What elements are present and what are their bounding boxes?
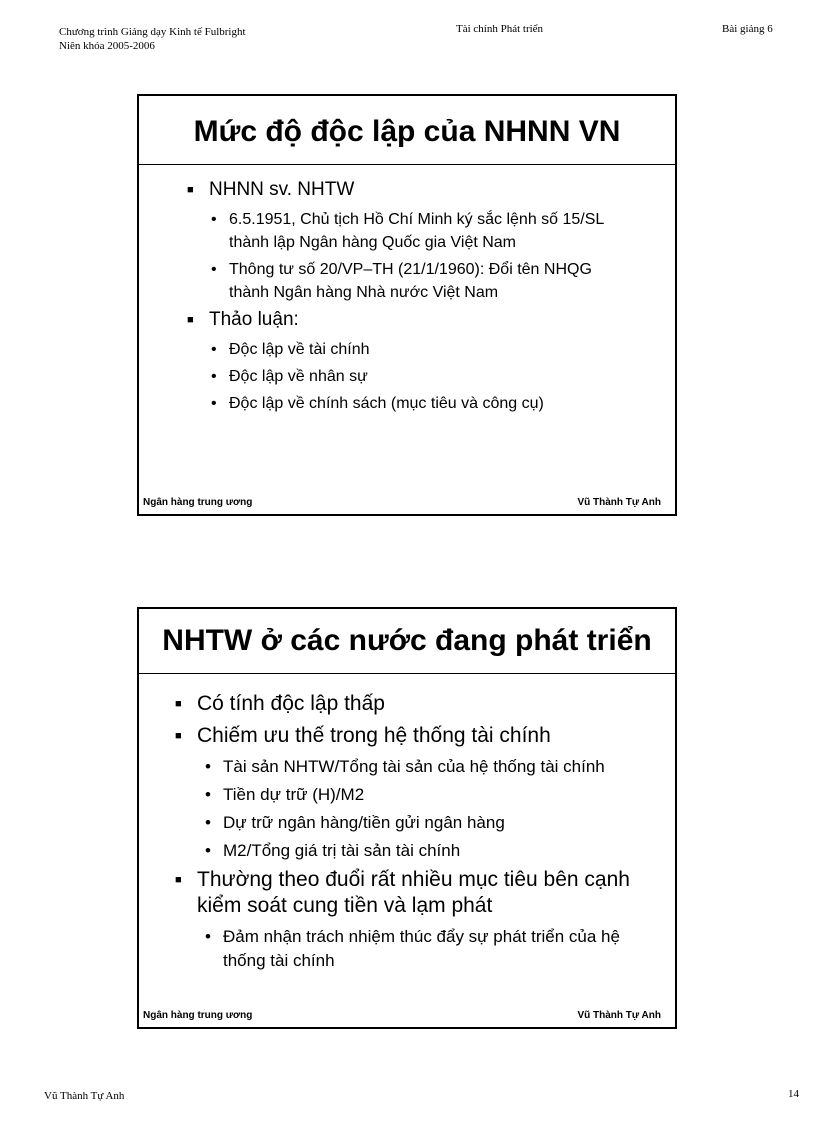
slide-1-subbullet: • Độc lập về chính sách (mục tiêu và công cụ) xyxy=(207,392,635,415)
slide-2 xyxy=(137,607,677,1029)
slide-2-bullet: ■ Thường theo đuổi rất nhiều mục tiêu bên cạnh kiểm soát cung tiền và lạm phát xyxy=(175,868,630,917)
header-lecture: Bài giảng 6 xyxy=(722,23,773,35)
dot-bullet-icon: • xyxy=(211,368,217,385)
header-program xyxy=(59,25,246,53)
slide-2-subbullet: • M2/Tổng giá trị tài sản tài chính xyxy=(197,839,635,863)
dot-bullet-icon: • xyxy=(211,211,217,228)
slide-1-subbullet: • 6.5.1951, Chủ tịch Hồ Chí Minh ký sắc lệnh số 15/SL thành lập Ngân hàng Quốc gia Việt Nam xyxy=(207,208,635,254)
slide-2-footer-author: Vũ Thành Tự Anh xyxy=(577,1010,661,1021)
dot-bullet-icon: • xyxy=(205,927,211,946)
square-bullet-icon: ■ xyxy=(175,698,182,710)
slide-2-subbullet: • Tiền dự trữ (H)/M2 xyxy=(197,783,635,807)
slide-2-title: NHTW ở các nước đang phát triển xyxy=(162,624,652,657)
header-program-name: Chương trình Giảng dạy Kinh tế Fulbright xyxy=(59,26,246,38)
footer-author: Vũ Thành Tự Anh xyxy=(44,1090,125,1102)
dot-bullet-icon: • xyxy=(211,261,217,278)
slide-2-title-rule xyxy=(139,673,675,674)
slide-1-footer-topic: Ngân hàng trung ương xyxy=(143,497,253,508)
slide-2-content xyxy=(167,691,635,977)
slide-1 xyxy=(137,94,677,516)
slide-2-bullet: ■ Chiếm ưu thế trong hệ thống tài chính xyxy=(175,724,551,747)
slide-1-bullet: ■ Thảo luận: xyxy=(187,309,299,330)
slide-2-bullet: ■ Có tính độc lập thấp xyxy=(175,692,385,715)
slide-2-subbullet: • Tài sản NHTW/Tổng tài sản của hệ thống tài chính xyxy=(197,755,635,779)
square-bullet-icon: ■ xyxy=(175,874,182,886)
slide-1-title: Mức độ độc lập của NHNN VN xyxy=(193,115,621,148)
square-bullet-icon: ■ xyxy=(187,184,194,196)
square-bullet-icon: ■ xyxy=(175,730,182,742)
slide-1-content xyxy=(183,178,635,419)
slide-1-title-rule xyxy=(139,164,675,165)
slide-1-subbullet: • Thông tư số 20/VP–TH (21/1/1960): Đổi tên NHQG thành Ngân hàng Nhà nước Việt Nam xyxy=(207,258,635,304)
dot-bullet-icon: • xyxy=(211,395,217,412)
slide-2-footer-topic: Ngân hàng trung ương xyxy=(143,1010,253,1021)
slide-2-subbullet: • Dự trữ ngân hàng/tiền gửi ngân hàng xyxy=(197,811,635,835)
dot-bullet-icon: • xyxy=(205,841,211,860)
dot-bullet-icon: • xyxy=(205,813,211,832)
slide-2-subbullet: • Đảm nhận trách nhiệm thúc đẩy sự phát triển của hệ thống tài chính xyxy=(205,927,620,970)
page-number: 14 xyxy=(788,1088,799,1100)
slide-1-subbullet: • Độc lập về tài chính xyxy=(207,338,635,361)
dot-bullet-icon: • xyxy=(205,757,211,776)
header-course: Tài chính Phát triển xyxy=(456,23,544,35)
square-bullet-icon: ■ xyxy=(187,314,194,326)
header-academic-year: Niên khóa 2005-2006 xyxy=(59,40,155,52)
slide-1-subbullet: • Độc lập về nhân sự xyxy=(207,365,635,388)
dot-bullet-icon: • xyxy=(211,341,217,358)
slide-1-footer-author: Vũ Thành Tự Anh xyxy=(577,497,661,508)
slide-1-bullet: ■ NHNN sv. NHTW xyxy=(187,179,355,200)
dot-bullet-icon: • xyxy=(205,785,211,804)
